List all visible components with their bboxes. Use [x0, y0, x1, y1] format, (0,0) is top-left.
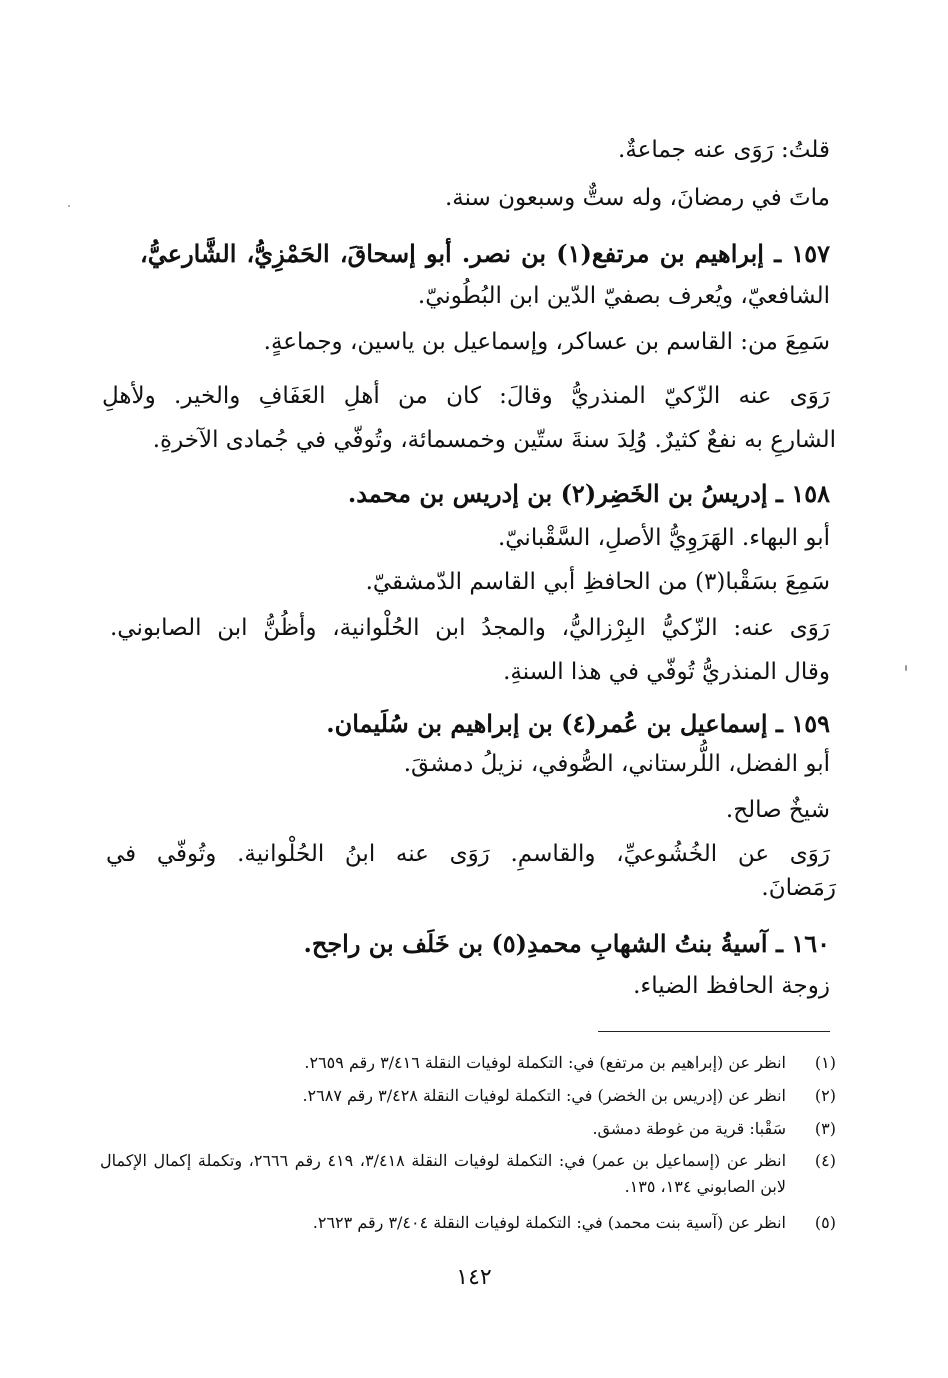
page-number: ١٤٢	[456, 1265, 492, 1290]
footnote-number: (٤)	[814, 1151, 836, 1170]
footnote-number: (٥)	[814, 1213, 836, 1232]
text-line: زوجة الحافظ الضياء.	[633, 973, 830, 999]
entry-heading-158: ١٥٨ ـ إدريسُ بن الخَضِر(٢) بن إدريس بن محمد.	[347, 479, 830, 508]
text-line: رَمَضانَ.	[761, 875, 836, 901]
text-line: شيخٌ صالح.	[725, 797, 830, 823]
text-line: أبو البهاء. الهَرَوِيُّ الأصلِ، السَّقْبانيّ.	[497, 525, 830, 551]
footnote-text: انظر عن (إبراهيم بن مرتفع) في: التكملة لوفيات النقلة ٣/٤١٦ رقم ٢٦٥٩.	[304, 1053, 786, 1072]
footnote-text: سَقْبا: قرية من غوطة دمشق.	[592, 1119, 786, 1138]
footnote-number: (٢)	[814, 1086, 836, 1105]
footnote-number: (١)	[814, 1053, 836, 1072]
text-line: رَوَى عن الخُشُوعيِّ، والقاسمِ. رَوَى عنه ابنُ الحُلْوانية. وتُوفّي في	[106, 841, 830, 867]
scan-speck	[68, 205, 70, 207]
footnote-number: (٣)	[814, 1119, 836, 1138]
text-line: سَمِعَ بسَقْبا(٣) من الحافظِ أبي القاسم الدّمشقيّ.	[365, 569, 830, 595]
entry-heading-159: ١٥٩ ـ إسماعيل بن عُمر(٤) بن إبراهيم بن سُلَيمان.	[326, 709, 830, 738]
text-line: الشارعِ به نفعٌ كثيرٌ. وُلِدَ سنةَ ستّين وخمسمائة، وتُوفّي في جُمادى الآخرةِ.	[152, 427, 836, 453]
footnote-text: انظر عن (إسماعيل بن عمر) في: التكملة لوفيات النقلة ٣/٤١٨، ٤١٩ رقم ٢٦٦٦، وتكملة إكمال الإكمال لابن الصابوني ١٣٤، ١٣٥.	[100, 1151, 787, 1196]
text-line: سَمِعَ من: القاسم بن عساكر، وإسماعيل بن ياسين، وجماعةٍ.	[263, 329, 830, 355]
text-line: قلتُ: رَوَى عنه جماعةٌ.	[618, 137, 830, 163]
text-line: وقال المنذريُّ تُوفّي في هذا السنةِ.	[503, 659, 830, 685]
footnote	[100, 1148, 836, 1204]
text-line: ماتَ في رمضانَ، وله ستٌّ وسبعون سنة.	[444, 185, 830, 211]
text-line: رَوَى عنه: الزّكيُّ البِرْزاليُّ، والمجدُ ابن الحُلْوانية، وأظُنُّ ابن الصابوني.	[110, 615, 830, 641]
footnote-text: انظر عن (آسية بنت محمد) في: التكملة لوفيات النقلة ٣/٤٠٤ رقم ٢٦٢٣.	[312, 1213, 786, 1232]
entry-heading-157: ١٥٧ ـ إبراهيم بن مرتفع(١) بن نصر. أبو إسحاقَ، الحَمْزِيُّ، الشَّارعيُّ،	[140, 239, 830, 268]
scan-speck	[905, 665, 907, 671]
text-line: الشافعيّ، ويُعرف بصفيّ الدّين ابن البُطُونيّ.	[417, 283, 830, 309]
footnote-separator	[598, 1031, 830, 1032]
footnote-text: انظر عن (إدريس بن الخضر) في: التكملة لوفيات النقلة ٣/٤٢٨ رقم ٢٦٨٧.	[302, 1086, 786, 1105]
entry-heading-160: ١٦٠ ـ آسيةُ بنتُ الشهابِ محمدِ(٥) بن خَلَف بن راجح.	[303, 929, 830, 958]
text-line: رَوَى عنه الزّكيّ المنذريُّ وقالَ: كان من أهلِ العَفَافِ والخير. ولأهلِ	[102, 383, 830, 409]
text-line: أبو الفضل، اللُّرستاني، الصُّوفي، نزيلُ دمشقَ.	[403, 751, 830, 777]
